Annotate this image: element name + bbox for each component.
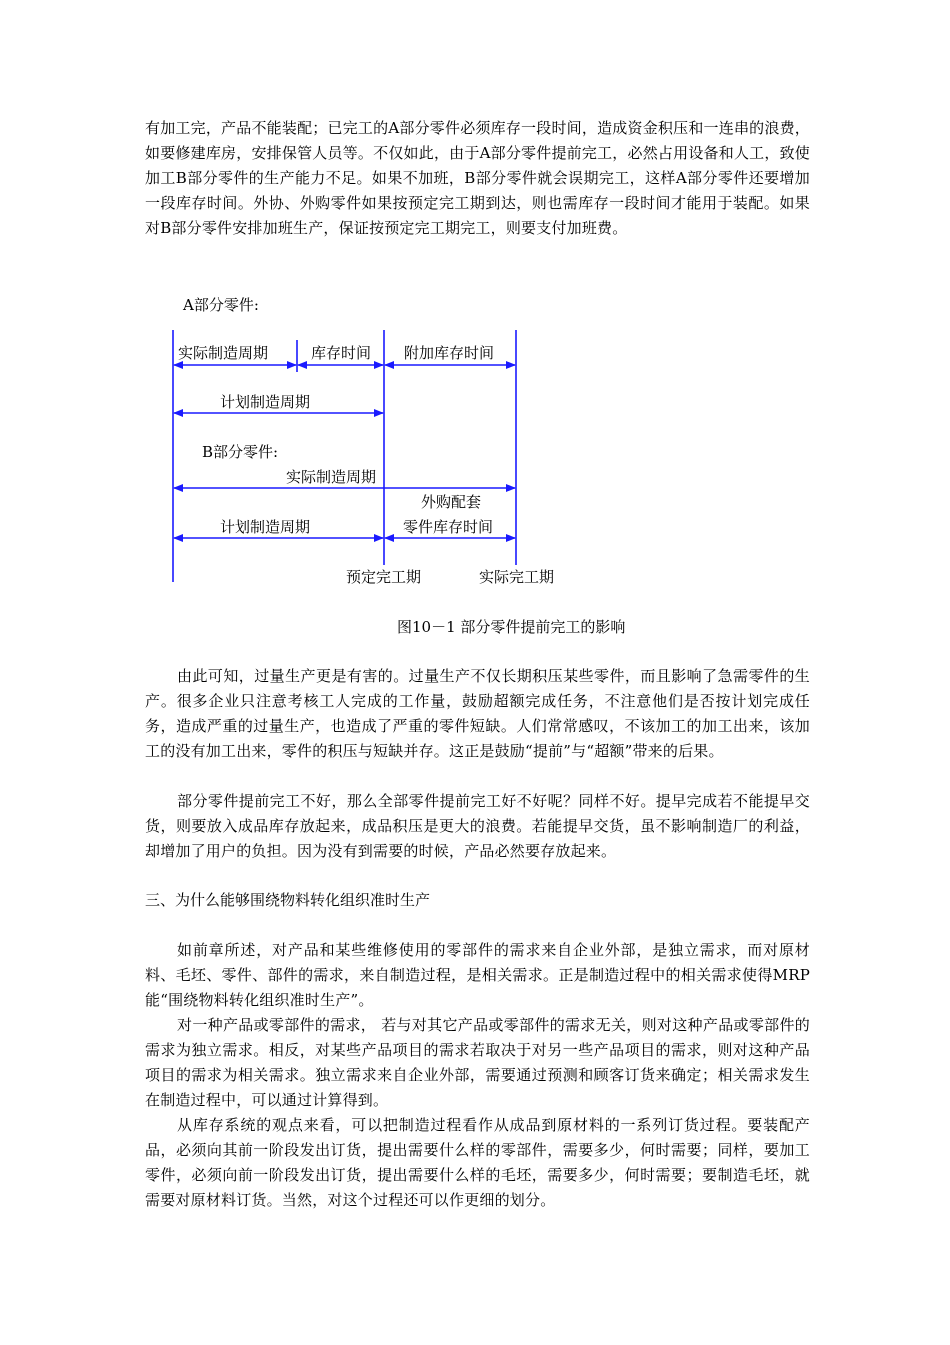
diagram-a-title: A部分零件: xyxy=(183,296,259,314)
a-extra-storage-label: 附加库存时间 xyxy=(404,344,495,362)
b-planned-label: 计划制造周期 xyxy=(220,518,311,536)
paragraph-dependent-demand: 如前章所述，对产品和某些维修使用的零部件的需求来自企业外部，是独立需求，而对原材料、毛坯、零件、部件的需求，来自制造过程，是相关需求。正是制造过程中的相关需求使得MRP 能“围绕物料转化组织准时生产”。 xyxy=(145,941,810,1009)
paragraph-overproduction-effects: 有加工完，产品不能装配；已完工的A部分零件必须库存一段时间，造成资金积压和一连串的浪费，如要修建库房，安排保管人员等。不仅如此，由于A部分零件提前完工，必然占用设备和人工，致使加工B部分零件的生产能力不足。如果不加班，B部分零件就会误期完工，这样A部分零件还要增加一段库存时间。外协、外购零件如果按预定完工期到达，则也需库存一段时间才能用于装配。如果对B部分零件安排加班生产，保证按预定完工期完工，则要支付加班费。 xyxy=(145,119,810,237)
paragraph-inventory-view: 从库存系统的观点来看，可以把制造过程看作从成品到原材料的一系列订货过程。要装配产品，必须向其前一阶段发出订货，提出需要什么样的零部件，需要多少，何时需要；同样，要加工零件，必须向前一阶段发出订货，提出需要什么样的毛坯，需要多少，何时需要；要制造毛坯，就需要对原材料订货。当然，对这个过程还可以作更细的划分。 xyxy=(145,1116,810,1209)
paragraph-all-early-completion: 部分零件提前完工不好，那么全部零件提前完工好不好呢？同样不好。提早完成若不能提早交货，则要放入成品库存放起来，成品积压是更大的浪费。若能提早交货，虽不影响制造厂的利益，却增加了用户的负担。因为没有到需要的时候，产品必然要存放起来。 xyxy=(145,792,810,860)
figure-caption: 图10－1 部分零件提前完工的影响 xyxy=(397,618,626,636)
b-outsourced-label-line2: 零件库存时间 xyxy=(403,518,494,536)
paragraph-independent-demand: 对一种产品或零部件的需求， 若与对其它产品或零部件的需求无关，则对这种产品或零部件的需求为独立需求。相反，对某些产品项目的需求若取决于对另一些产品项目的需求，则对这种产品项目的需求为相关需求。独立需求来自企业外部，需要通过预测和顾客订货来确定；相关需求发生在制造过程中，可以通过计算得到。 xyxy=(145,1016,810,1109)
scheduled-completion-label: 预定完工期 xyxy=(346,568,422,586)
diagram-b-title: B部分零件: xyxy=(202,443,279,461)
b-actual-label: 实际制造周期 xyxy=(286,468,377,486)
a-actual-label: 实际制造周期 xyxy=(178,344,269,362)
section-heading: 三、为什么能够围绕物料转化组织准时生产 xyxy=(145,891,431,909)
a-planned-label: 计划制造周期 xyxy=(220,393,311,411)
actual-completion-label: 实际完工期 xyxy=(479,568,555,586)
a-storage-label: 库存时间 xyxy=(311,344,372,362)
b-outsourced-label-line1: 外购配套 xyxy=(421,493,482,511)
paragraph-overproduction-harm: 由此可知，过量生产更是有害的。过量生产不仅长期积压某些零件，而且影响了急需零件的生产。很多企业只注意考核工人完成的工作量，鼓励超额完成任务，不注意他们是否按计划完成任务，造成严重的过量生产，也造成了严重的零件短缺。人们常常感叹，不该加工的加工出来，该加工的没有加工出来，零件的积压与短缺并存。这正是鼓励“提前”与“超额”带来的后果。 xyxy=(145,667,810,760)
